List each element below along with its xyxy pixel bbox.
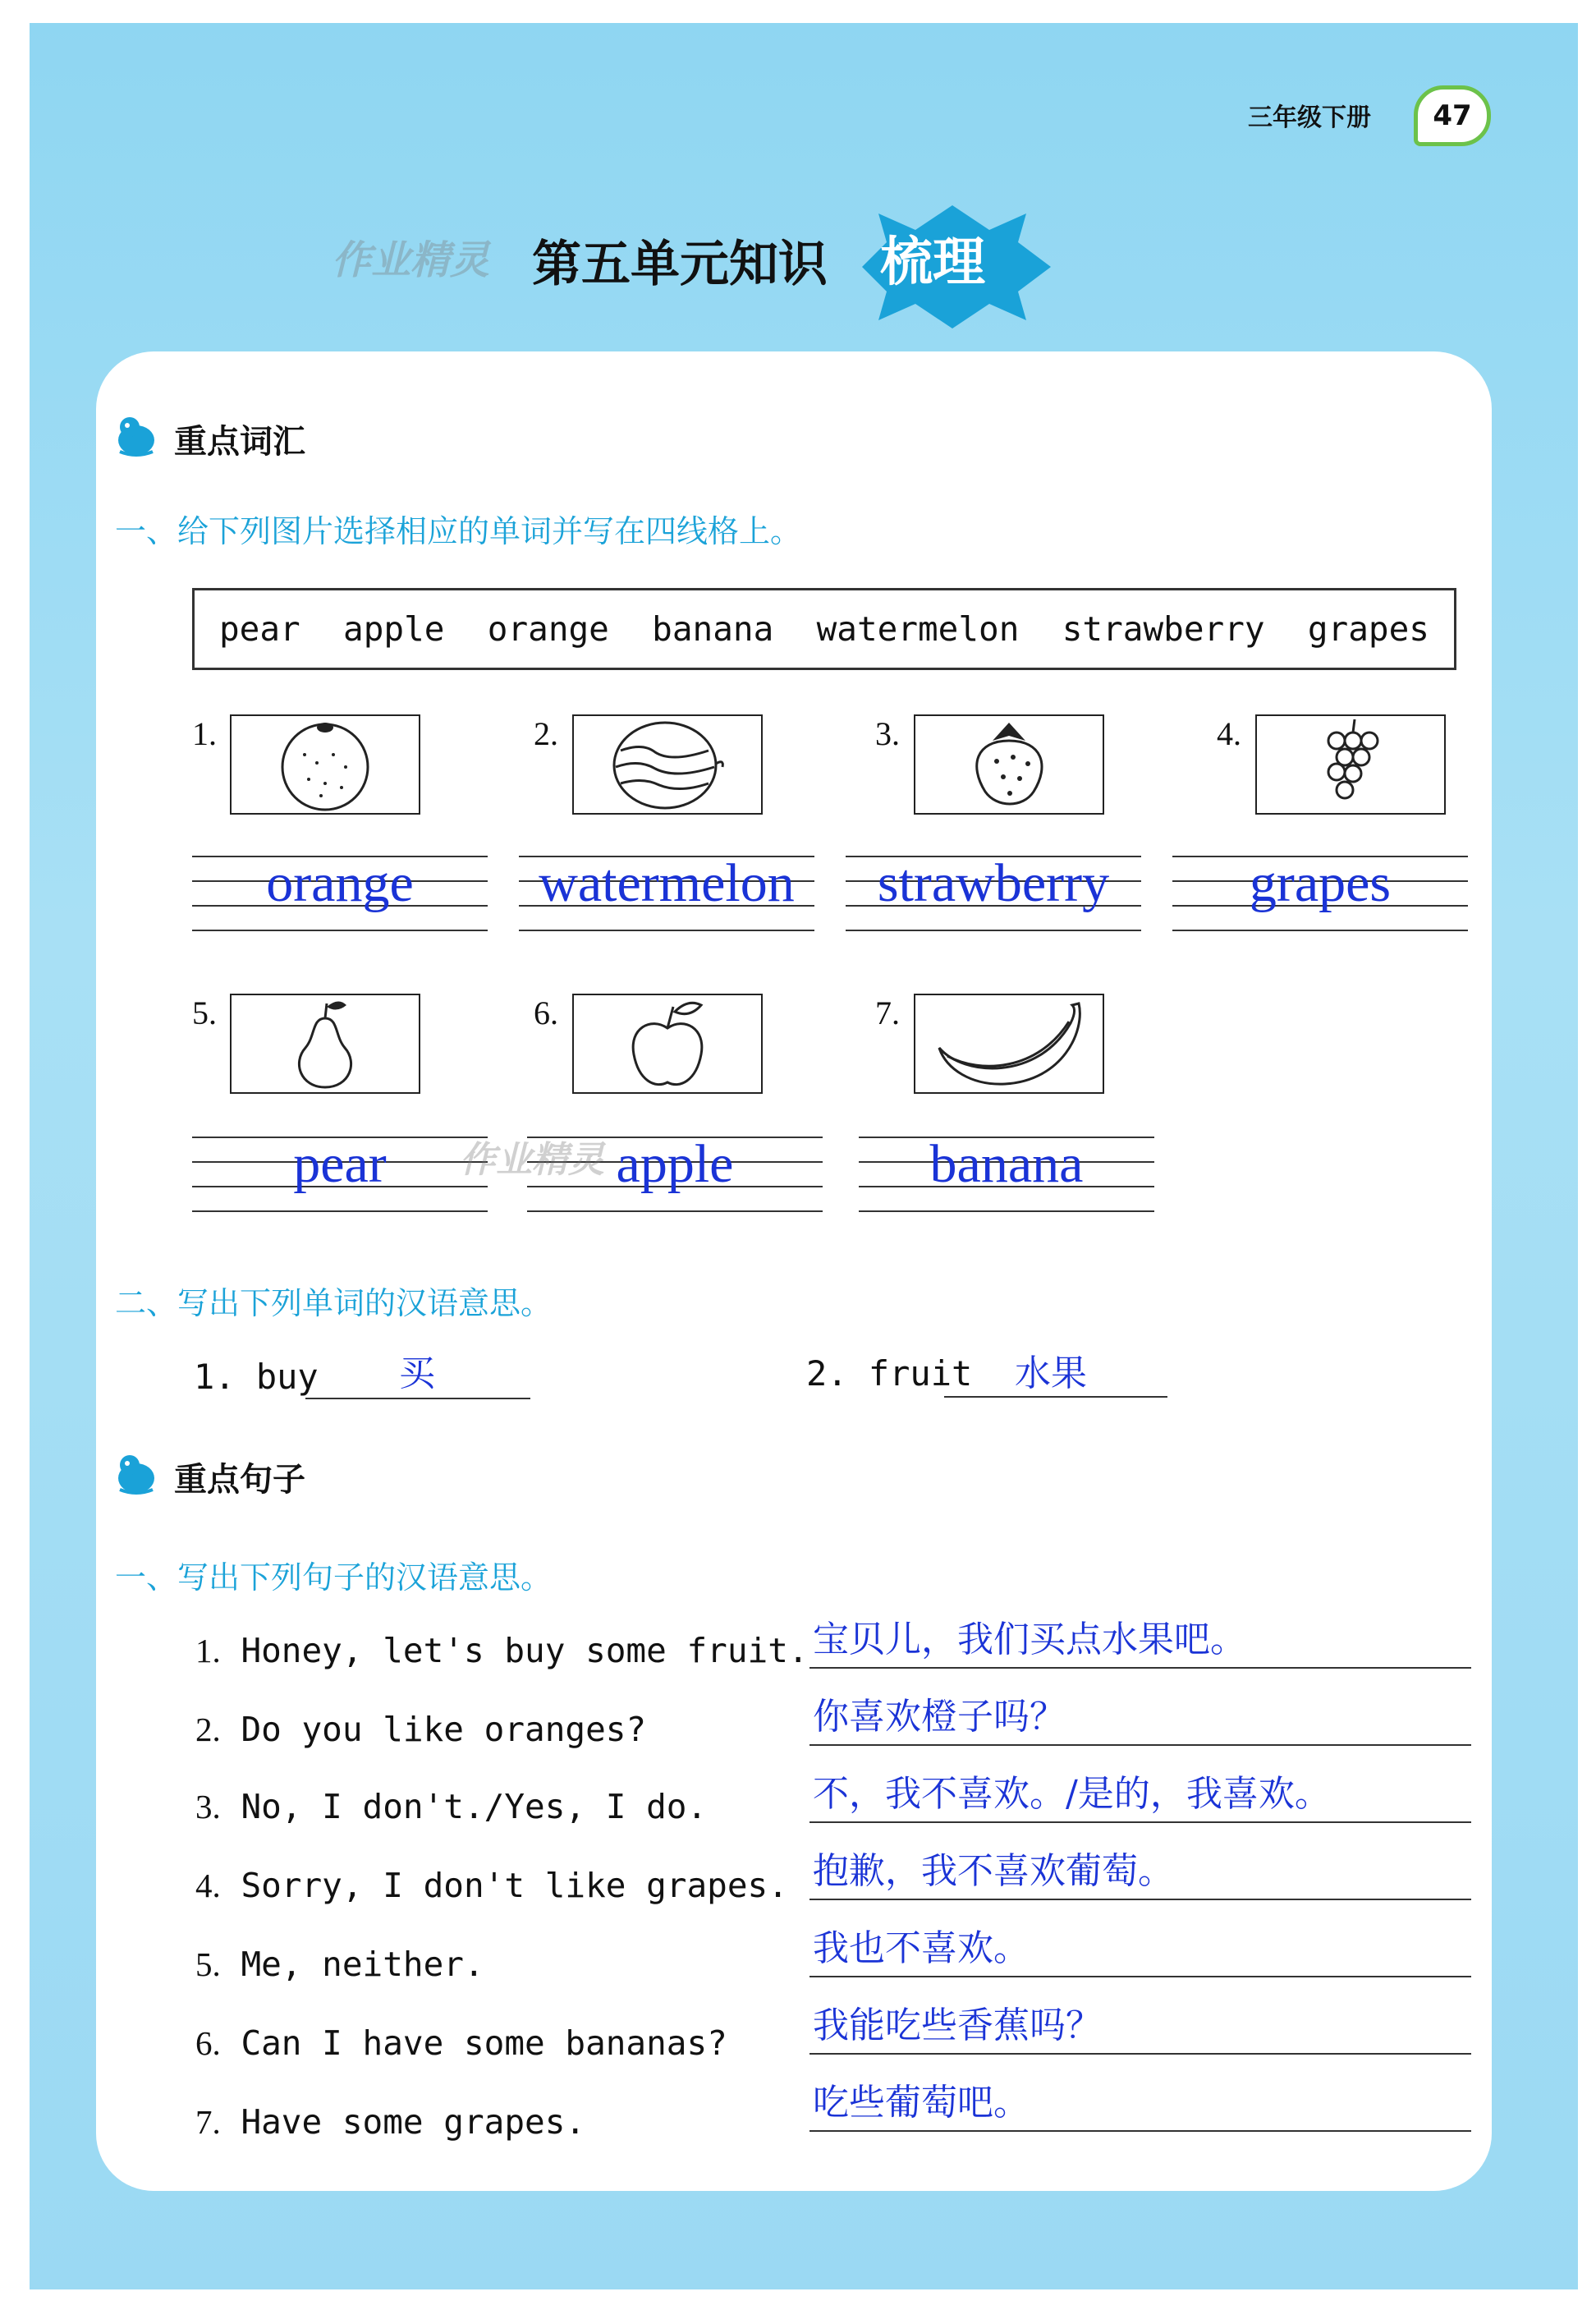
four-line-grid xyxy=(192,847,488,939)
picture-box xyxy=(230,994,420,1094)
sentence-english xyxy=(195,1945,484,1984)
answer-line xyxy=(305,1398,530,1399)
mascot-icon xyxy=(113,411,159,466)
translation-line xyxy=(809,1618,1471,1669)
word-bank-item: watermelon xyxy=(816,609,1020,649)
four-line-grid xyxy=(192,1128,488,1220)
meaning-question: 2. fruit xyxy=(806,1353,973,1394)
sentence-english xyxy=(195,1866,788,1905)
answer-text: apple xyxy=(616,1134,734,1194)
watermark-text: 作业精灵 xyxy=(332,237,490,283)
word-bank-item: banana xyxy=(652,609,774,649)
sentence-text: Honey, let's buy some fruit. xyxy=(241,1631,809,1670)
translation-answer: 你喜欢橙子吗？ xyxy=(813,1696,1066,1738)
translation-line xyxy=(809,2004,1471,2055)
four-line-grid xyxy=(846,847,1141,939)
answer-text: watermelon xyxy=(539,853,795,913)
picture-box xyxy=(572,714,763,815)
pear-icon xyxy=(284,995,366,1092)
translation-answer: 抱歉，我不喜欢葡萄。 xyxy=(813,1850,1174,1892)
apple-icon xyxy=(622,995,713,1092)
four-line-grid xyxy=(1172,847,1468,939)
item-number: 6. xyxy=(534,994,558,1031)
orange-icon xyxy=(272,718,378,811)
sentence-english xyxy=(195,1631,809,1670)
sentence-english xyxy=(195,2023,727,2063)
sentence-text: Sorry, I don't like grapes. xyxy=(241,1866,788,1905)
word-bank-item: strawberry xyxy=(1062,609,1265,649)
watermark-text: 作业精灵 xyxy=(460,1139,604,1181)
sentences-instruction: 一、写出下列句子的汉语意思。 xyxy=(115,1559,553,1596)
banana-icon xyxy=(931,999,1087,1089)
meaning-question: 1. buy xyxy=(194,1357,319,1397)
sentence-english xyxy=(195,1787,707,1826)
meaning-answer: 买 xyxy=(399,1352,435,1394)
word-bank xyxy=(192,588,1456,670)
sentence-number: 2. xyxy=(195,1711,221,1748)
watermelon-icon xyxy=(606,718,729,811)
vocab-task2-instruction: 二、写出下列单词的汉语意思。 xyxy=(115,1285,553,1321)
item-number: 7. xyxy=(875,994,900,1031)
sentence-english xyxy=(195,1710,646,1749)
sentences-heading-text: 重点句子 xyxy=(174,1460,305,1499)
four-line-grid xyxy=(859,1128,1154,1220)
word-bank-item: apple xyxy=(343,609,445,649)
picture-box xyxy=(230,714,420,815)
translation-answer: 我也不喜欢。 xyxy=(813,1927,1030,1969)
translation-line xyxy=(809,1772,1471,1823)
item-number: 5. xyxy=(192,994,217,1031)
sentence-number: 4. xyxy=(195,1867,221,1904)
grapes-icon xyxy=(1314,716,1387,813)
page-number-badge xyxy=(1414,85,1491,146)
sentence-text: Do you like oranges? xyxy=(241,1710,647,1749)
vocab-heading xyxy=(113,411,305,466)
item-number: 4. xyxy=(1217,715,1241,752)
sentence-number: 5. xyxy=(195,1945,221,1983)
grade-label: 三年级下册 xyxy=(1248,103,1371,132)
mascot-icon xyxy=(113,1449,159,1504)
picture-box xyxy=(914,714,1104,815)
item-number: 2. xyxy=(534,715,558,752)
sentence-text: No, I don't./Yes, I do. xyxy=(241,1787,708,1826)
answer-line xyxy=(944,1396,1167,1398)
meaning-answer: 水果 xyxy=(1015,1352,1087,1394)
vocab-heading-text: 重点词汇 xyxy=(174,422,305,461)
sentence-number: 7. xyxy=(195,2103,221,2141)
picture-box xyxy=(914,994,1104,1094)
translation-answer: 吃些葡萄吧。 xyxy=(813,2082,1030,2124)
sentence-number: 6. xyxy=(195,2024,221,2062)
answer-text: grapes xyxy=(1249,853,1392,913)
translation-answer: 不，我不喜欢。/是的，我喜欢。 xyxy=(813,1773,1331,1815)
answer-text: pear xyxy=(293,1134,387,1194)
word-bank-item: orange xyxy=(487,609,609,649)
picture-box xyxy=(572,994,763,1094)
answer-text: orange xyxy=(266,853,414,913)
page-title: 第五单元知识 xyxy=(532,236,828,293)
sentence-english xyxy=(195,2102,585,2142)
picture-box xyxy=(1255,714,1446,815)
word-bank-item: pear xyxy=(219,609,300,649)
sentences-heading xyxy=(113,1449,305,1504)
four-line-grid xyxy=(519,847,814,939)
page-number: 47 xyxy=(1433,99,1472,132)
translation-line xyxy=(809,1695,1471,1746)
translation-line xyxy=(809,1927,1471,1977)
word-bank-item: grapes xyxy=(1307,609,1429,649)
answer-text: strawberry xyxy=(877,853,1110,913)
vocab-task1-instruction: 一、给下列图片选择相应的单词并写在四线格上。 xyxy=(115,513,802,549)
translation-line xyxy=(809,1849,1471,1900)
title-badge-text: 梳理 xyxy=(880,232,985,293)
sentence-number: 3. xyxy=(195,1788,221,1825)
sentence-text: Me, neither. xyxy=(241,1945,484,1984)
sentence-text: Can I have some bananas? xyxy=(241,2023,727,2063)
translation-line xyxy=(809,2081,1471,2132)
item-number: 3. xyxy=(875,715,900,752)
sentence-number: 1. xyxy=(195,1632,221,1669)
answer-text: banana xyxy=(929,1134,1084,1194)
translation-answer: 我能吃些香蕉吗？ xyxy=(813,2005,1102,2046)
item-number: 1. xyxy=(192,715,217,752)
strawberry-icon xyxy=(964,716,1054,813)
sentence-text: Have some grapes. xyxy=(241,2102,586,2142)
translation-answer: 宝贝儿，我们买点水果吧。 xyxy=(813,1619,1246,1660)
